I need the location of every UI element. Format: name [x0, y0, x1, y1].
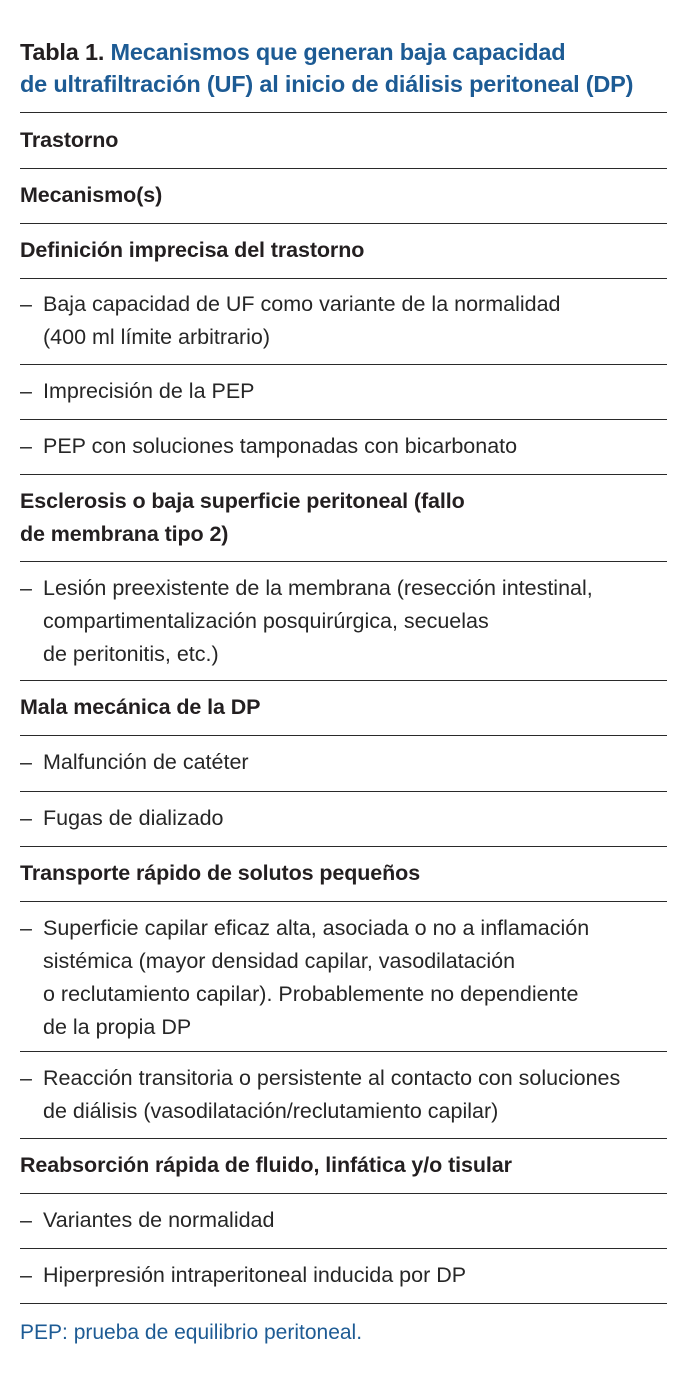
- section-heading-line: Transporte rápido de solutos pequeños: [20, 861, 421, 885]
- list-item-line: Fugas de dializado: [43, 806, 224, 830]
- column-header-disorder: [20, 124, 667, 157]
- list-item-line: de peritonitis, etc.): [43, 642, 219, 666]
- list-item: [20, 430, 667, 463]
- section-heading: [20, 857, 667, 890]
- list-item: [20, 1062, 667, 1128]
- list-item-line: Reacción transitoria o persistente al contacto con soluciones: [43, 1066, 621, 1090]
- table-label: Tabla 1.: [20, 39, 105, 65]
- list-item-line: PEP con soluciones tamponadas con bicarbonato: [43, 434, 518, 458]
- list-item: [20, 1259, 667, 1292]
- bullet-dash: –: [20, 576, 32, 600]
- divider: [20, 364, 667, 365]
- list-item-line: (400 ml límite arbitrario): [43, 325, 270, 349]
- list-item: [20, 288, 667, 354]
- divider: [20, 901, 667, 902]
- table-title-line1: Mecanismos que generan baja capacidad: [110, 39, 566, 65]
- section-heading: [20, 485, 667, 551]
- divider: [20, 1051, 667, 1052]
- divider: [20, 791, 667, 792]
- divider: [20, 735, 667, 736]
- divider: [20, 419, 667, 420]
- divider: [20, 223, 667, 224]
- bullet-dash: –: [20, 1208, 32, 1232]
- list-item-line: o reclutamiento capilar). Probablemente no dependiente: [43, 982, 579, 1006]
- bullet-dash: –: [20, 806, 32, 830]
- list-item-line: compartimentalización posquirúrgica, secuelas: [43, 609, 489, 633]
- list-item: [20, 572, 667, 671]
- section-heading-line: de membrana tipo 2): [20, 522, 229, 546]
- list-item-line: Hiperpresión intraperitoneal inducida por DP: [43, 1263, 467, 1287]
- section-heading: [20, 1149, 667, 1182]
- title-rule: [20, 112, 667, 113]
- list-item: [20, 1204, 667, 1237]
- divider: [20, 846, 667, 847]
- divider: [20, 1193, 667, 1194]
- divider: [20, 1248, 667, 1249]
- list-item-line: Baja capacidad de UF como variante de la normalidad: [43, 292, 561, 316]
- list-item-line: sistémica (mayor densidad capilar, vasodilatación: [43, 949, 516, 973]
- bullet-dash: –: [20, 1066, 32, 1090]
- column-header-disorder-text: Trastorno: [20, 128, 119, 152]
- list-item: [20, 912, 667, 1044]
- bullet-dash: –: [20, 1263, 32, 1287]
- list-item-line: Variantes de normalidad: [43, 1208, 275, 1232]
- divider: [20, 680, 667, 681]
- section-heading-line: Mala mecánica de la DP: [20, 695, 261, 719]
- list-item-line: Superficie capilar eficaz alta, asociada o no a inflamación: [43, 916, 590, 940]
- divider: [20, 1303, 667, 1304]
- list-item: [20, 375, 667, 408]
- list-item-line: Malfunción de catéter: [43, 750, 249, 774]
- list-item-line: de diálisis (vasodilatación/reclutamiento capilar): [43, 1099, 499, 1123]
- table-footnote: PEP: prueba de equilibrio peritoneal.: [20, 1321, 363, 1344]
- section-heading-line: Esclerosis o baja superficie peritoneal (fallo: [20, 489, 465, 513]
- bullet-dash: –: [20, 434, 32, 458]
- section-heading-line: Definición imprecisa del trastorno: [20, 238, 365, 262]
- section-heading: [20, 691, 667, 724]
- divider: [20, 168, 667, 169]
- section-heading-line: Reabsorción rápida de fluido, linfática y/o tisular: [20, 1153, 512, 1177]
- list-item-line: Imprecisión de la PEP: [43, 379, 255, 403]
- bullet-dash: –: [20, 750, 32, 774]
- table-container: [20, 0, 667, 1380]
- divider: [20, 278, 667, 279]
- divider: [20, 474, 667, 475]
- column-header-mechanism-text: Mecanismo(s): [20, 183, 163, 207]
- list-item-line: de la propia DP: [43, 1015, 192, 1039]
- divider: [20, 561, 667, 562]
- column-header-mechanism: [20, 179, 667, 212]
- divider: [20, 1138, 667, 1139]
- list-item-line: Lesión preexistente de la membrana (resección intestinal,: [43, 576, 593, 600]
- bullet-dash: –: [20, 379, 32, 403]
- bullet-dash: –: [20, 916, 32, 940]
- bullet-dash: –: [20, 292, 32, 316]
- table-title-line2: de ultrafiltración (UF) al inicio de diálisis peritoneal (DP): [20, 71, 634, 97]
- section-heading: [20, 234, 667, 267]
- list-item: [20, 802, 667, 835]
- list-item: [20, 746, 667, 779]
- table-title: [20, 36, 680, 100]
